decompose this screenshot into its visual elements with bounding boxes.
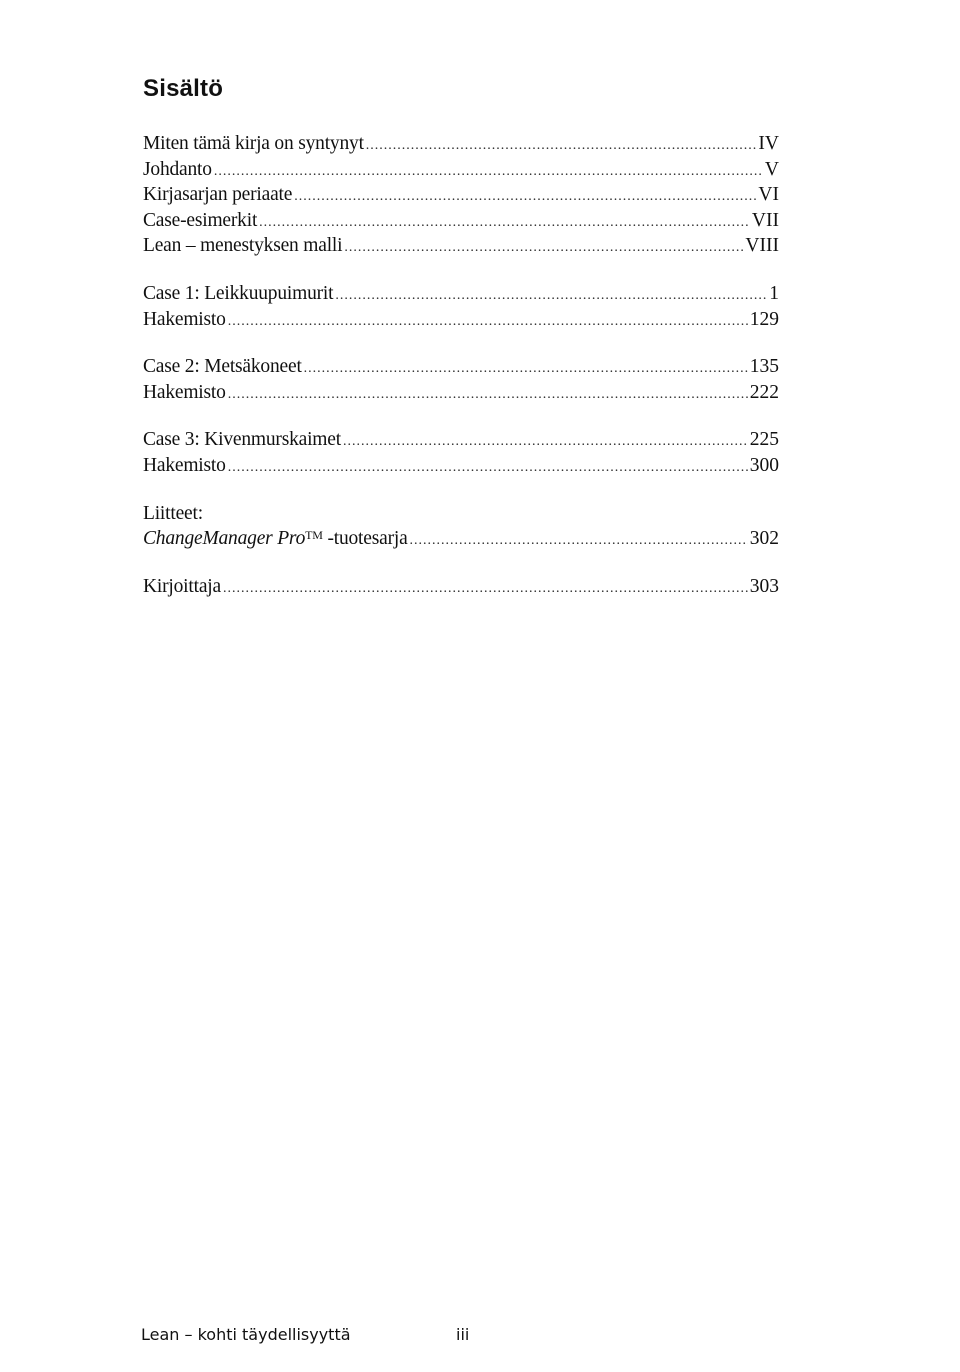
toc-entry-page: VII <box>751 209 779 231</box>
toc-dot-leader <box>343 429 748 455</box>
toc-entry <box>143 574 779 600</box>
toc-entry <box>143 157 779 183</box>
footer-page-number: iii <box>456 1325 470 1344</box>
toc-entry <box>143 131 779 157</box>
product-name: ChangeManager Pro <box>143 528 306 550</box>
toc-entry-label: Hakemisto <box>143 308 226 330</box>
toc-entry-label: Kirjasarjan periaate <box>143 184 293 206</box>
toc-dot-leader <box>223 576 748 602</box>
toc-dot-leader <box>344 235 743 261</box>
toc-dot-leader <box>304 356 748 382</box>
appendix-heading <box>143 501 779 527</box>
toc-entry-page: IV <box>758 133 779 154</box>
toc-spacer <box>143 479 779 501</box>
toc-entry-page: 302 <box>749 528 779 550</box>
appendix-heading-label: Liitteet: <box>143 502 203 524</box>
toc-entry <box>143 354 779 380</box>
toc-entry <box>143 281 779 307</box>
toc-dot-leader <box>259 210 750 236</box>
toc-entry <box>143 233 779 259</box>
toc-entry-page: 222 <box>749 381 779 403</box>
toc-entry-label: Johdanto <box>143 158 212 180</box>
toc-entry-label: Case 1: Leikkuupuimurit <box>143 282 334 304</box>
trademark-mark: TM <box>305 528 323 543</box>
toc-dot-leader <box>335 283 767 309</box>
toc-entry-page: 129 <box>749 308 779 330</box>
toc-entry-page: 303 <box>749 575 779 597</box>
toc-spacer <box>143 405 779 427</box>
toc-dot-leader <box>410 528 748 554</box>
toc-entry-label: Hakemisto <box>143 381 226 403</box>
toc-entry <box>143 526 779 552</box>
page-title: Sisältö <box>143 75 224 102</box>
toc-entry <box>143 380 779 406</box>
toc-entry-label: Lean – menestyksen malli <box>143 235 343 257</box>
toc-entry <box>143 307 779 333</box>
toc-entry <box>143 453 779 479</box>
toc-entry-label: Kirjoittaja <box>143 575 221 597</box>
toc-dot-leader <box>294 184 756 210</box>
toc-dot-leader <box>214 159 763 185</box>
toc-entry-label: Hakemisto <box>143 454 226 476</box>
toc-dot-leader <box>366 133 757 159</box>
toc-entry-label: Case 3: Kivenmurskaimet <box>143 429 341 451</box>
table-of-contents <box>143 131 779 599</box>
toc-entry-page: VI <box>758 184 779 206</box>
toc-entry-label: Case-esimerkit <box>143 209 258 231</box>
toc-entry-page: 300 <box>749 454 779 476</box>
toc-entry <box>143 182 779 208</box>
toc-spacer <box>143 552 779 574</box>
toc-entry <box>143 427 779 453</box>
toc-entry-page: V <box>764 158 779 180</box>
toc-entry-label: Case 2: Metsäkoneet <box>143 356 302 378</box>
toc-entry-label: Miten tämä kirja on syntynyt <box>143 133 364 154</box>
toc-spacer <box>143 259 779 281</box>
toc-entry-page: 225 <box>749 429 779 451</box>
toc-dot-leader <box>228 455 748 481</box>
toc-spacer <box>143 332 779 354</box>
toc-dot-leader <box>228 382 748 408</box>
footer-book-title: Lean – kohti täydellisyyttä <box>141 1325 351 1344</box>
toc-entry <box>143 208 779 234</box>
toc-entry-page: 135 <box>749 356 779 378</box>
toc-entry-page: 1 <box>769 282 779 304</box>
toc-dot-leader <box>228 309 748 335</box>
toc-entry-page: VIII <box>745 235 779 257</box>
toc-entry-label <box>143 526 408 552</box>
product-suffix: -tuotesarja <box>322 528 408 550</box>
